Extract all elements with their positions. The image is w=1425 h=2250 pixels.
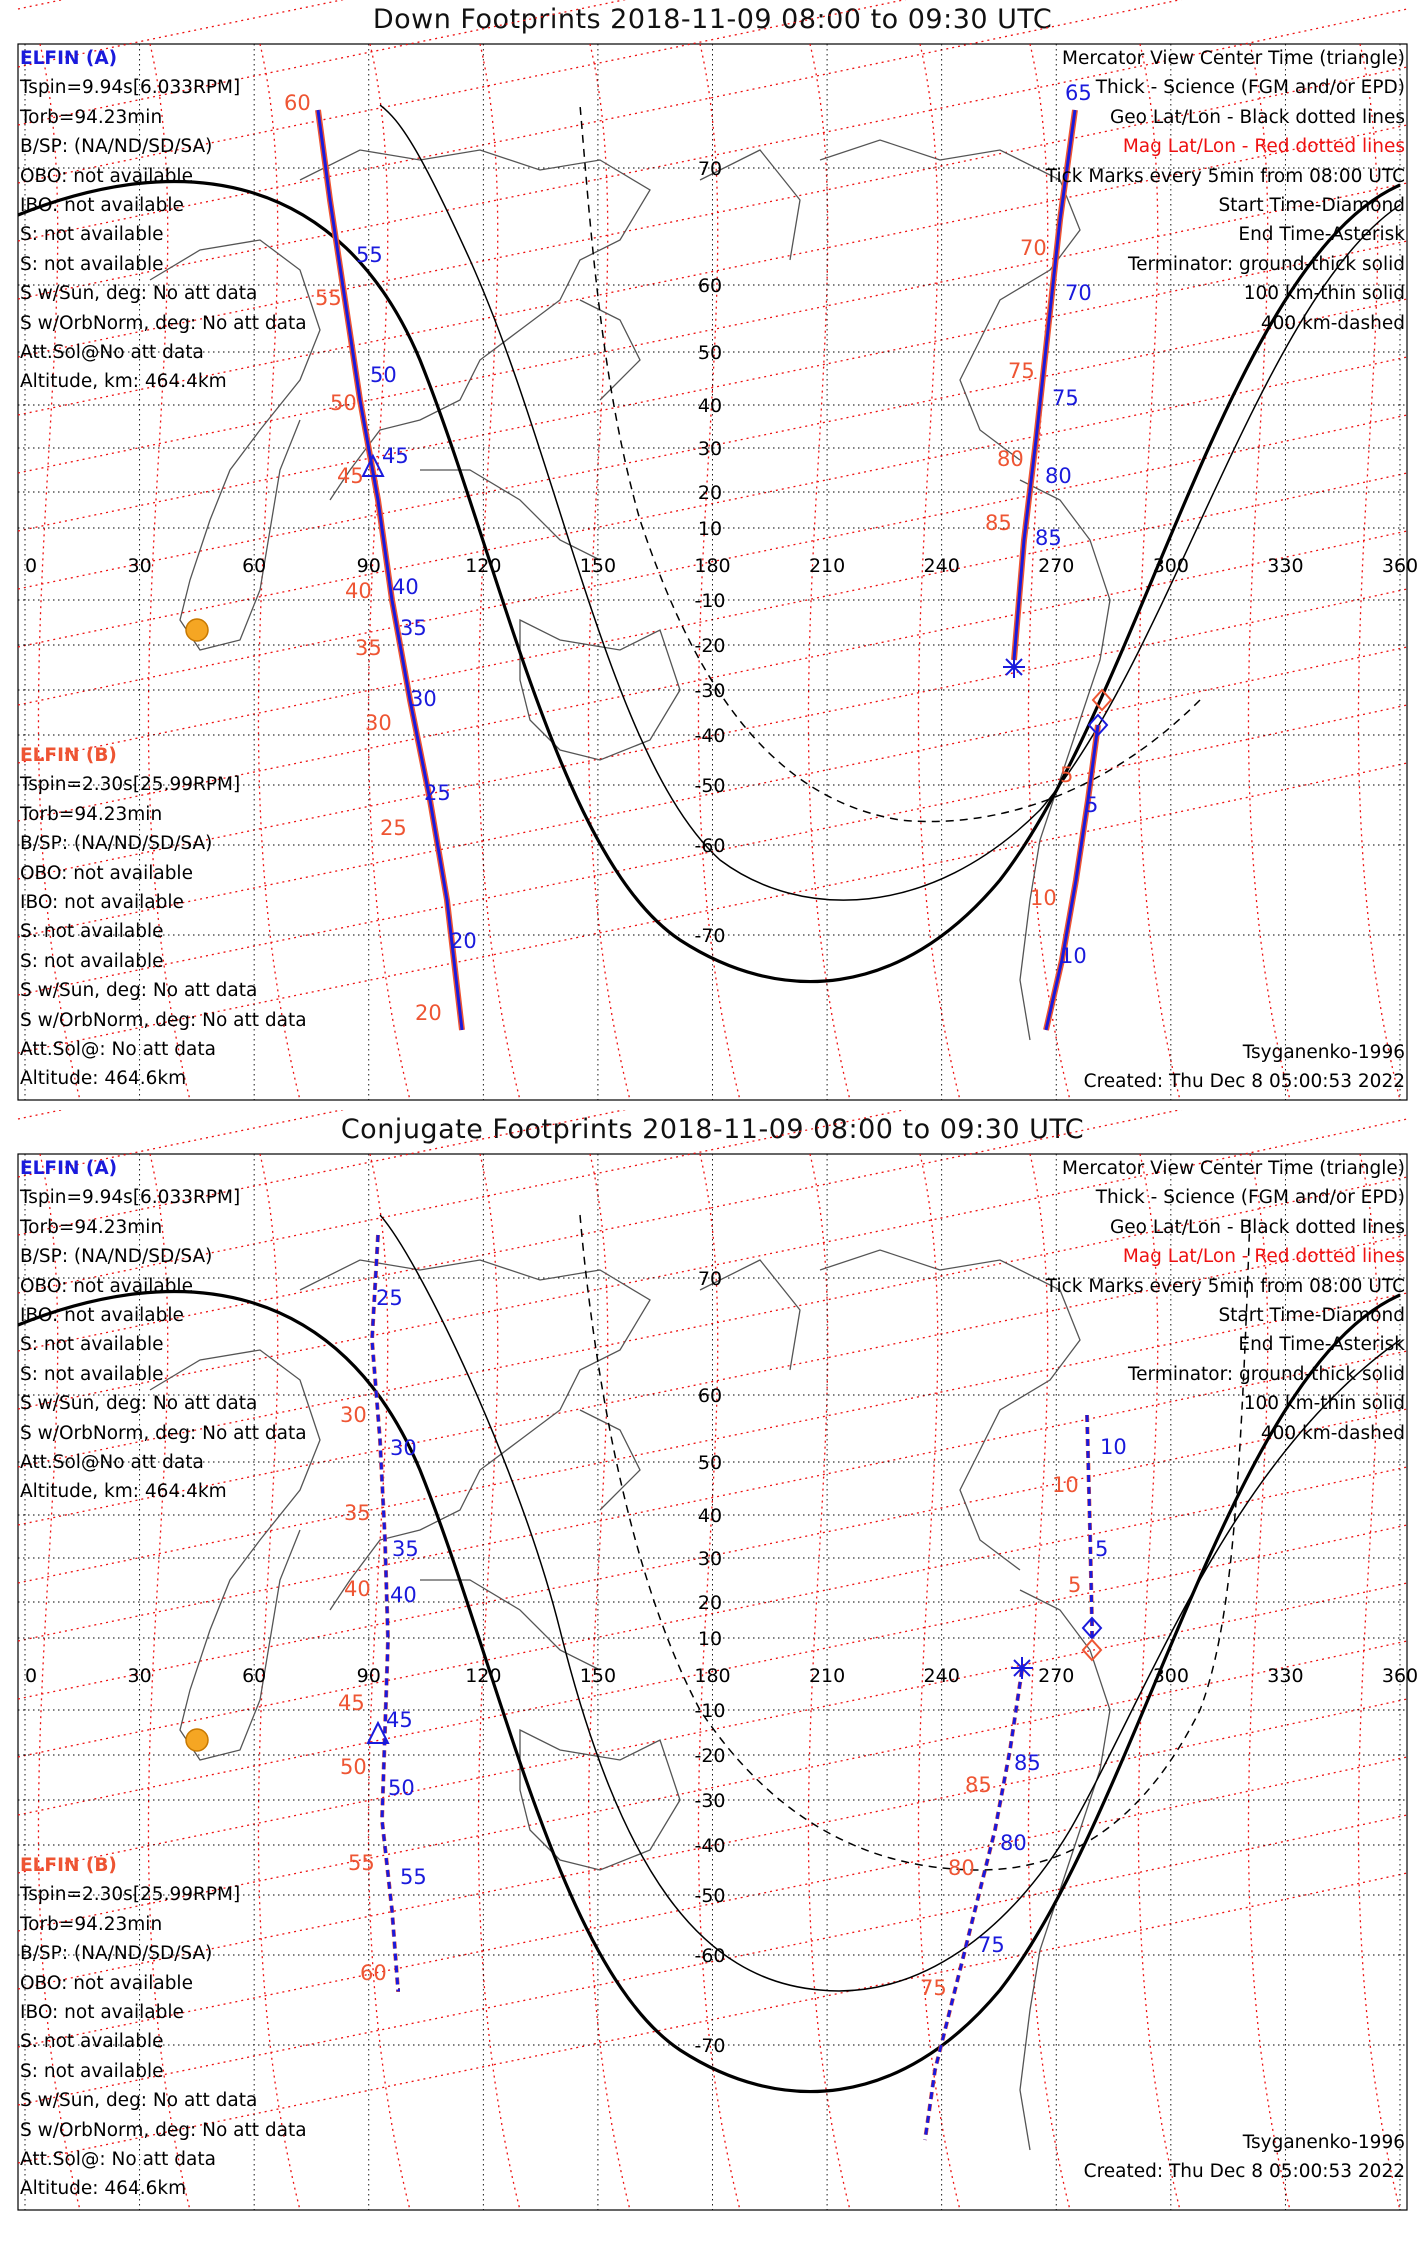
elfin-a-line: IBO: not available [20, 1305, 184, 1327]
track-time-label: 35 [355, 636, 382, 660]
longitude-tick-label: 210 [808, 555, 846, 577]
legend-line: 400 km-dashed [1260, 1422, 1405, 1444]
elfin-b-info [20, 1851, 307, 2204]
elfin-b-info [20, 741, 307, 1094]
longitude-tick-label: 30 [127, 1665, 152, 1687]
latitude-tick-label: -40 [694, 1835, 726, 1857]
elfin-a-line: OBO: not available [20, 1275, 193, 1297]
elfin-b-line: S: not available [20, 2060, 164, 2082]
latitude-tick-label: -10 [694, 1700, 726, 1722]
track-time-label: 50 [370, 363, 397, 387]
elfin-a-line: OBO: not available [20, 165, 193, 187]
elfin-b-line: S w/Sun, deg: No att data [20, 2090, 258, 2112]
track-time-label: 75 [1052, 386, 1079, 410]
longitude-tick-label: 150 [579, 1665, 617, 1687]
coastline [580, 1410, 640, 1510]
elfin-b-line: Altitude: 464.6km [20, 2178, 187, 2200]
longitude-tick-label: 60 [242, 1665, 267, 1687]
elfin-a-line: Altitude, km: 464.4km [20, 1481, 227, 1503]
latitude-tick-label: 60 [697, 1385, 723, 1407]
legend-line: Mercator View Center Time (triangle) [1062, 1158, 1405, 1179]
elfin-a-line: B/SP: (NA/ND/SD/SA) [20, 136, 213, 158]
latitude-tick-label: -50 [694, 1885, 726, 1907]
legend-line: 100 km-thin solid [1243, 283, 1405, 305]
elfin-b-label: ELFIN (B) [20, 745, 117, 766]
elfin-b-line: Att.Sol@: No att data [20, 2149, 216, 2171]
mag-latitude-line [18, 0, 1407, 9]
elfin-a-line: Att.Sol@No att data [20, 342, 204, 364]
latitude-tick-label: -50 [694, 775, 726, 797]
track-time-label: 35 [400, 616, 427, 640]
elfin-a-line: S: not available [20, 1363, 164, 1385]
elfin-a-line: S: not available [20, 253, 164, 275]
elfin-a-info [20, 1154, 307, 1507]
elfin-b-line: S: not available [20, 950, 164, 972]
latitude-tick-label: -30 [694, 1790, 726, 1812]
track-time-label: 45 [338, 1691, 365, 1715]
track-time-label: 45 [386, 1708, 413, 1732]
elfin-b-line: Torb=94.23min [20, 1913, 163, 1935]
track-time-label: 30 [410, 687, 437, 711]
latitude-tick-label: 40 [697, 395, 723, 417]
panel-title: Down Footprints 2018-11-09 08:00 to 09:30 UTC [372, 4, 1053, 35]
latitude-tick-label: -30 [694, 680, 726, 702]
end-time-asterisk-icon [1003, 656, 1025, 678]
elfin-b-line: IBO: not available [20, 892, 184, 914]
longitude-tick-label: 300 [1152, 1665, 1189, 1687]
longitude-tick-label: 180 [694, 1665, 731, 1687]
legend-line: Thick - Science (FGM and/or EPD) [1095, 1187, 1405, 1209]
elfin-a-line: Att.Sol@No att data [20, 1452, 204, 1474]
track-time-label: 25 [380, 816, 407, 840]
track-time-label: 55 [315, 286, 342, 310]
track-time-label: 10 [1030, 886, 1057, 910]
longitude-tick-label: 300 [1152, 555, 1189, 577]
elfin-a-line: Torb=94.23min [20, 106, 163, 128]
track-time-label: 40 [345, 579, 372, 603]
track-time-label: 50 [388, 1776, 415, 1800]
elfin-a-info [20, 44, 307, 397]
elfin-b-line: S w/OrbNorm, deg: No att data [20, 1009, 307, 1031]
legend-line: Start Time-Diamond [1218, 1305, 1405, 1327]
elfin-a-line: S: not available [20, 1334, 164, 1356]
legend-line: Mag Lat/Lon - Red dotted lines [1122, 136, 1405, 158]
track-time-label: 5 [1095, 1537, 1109, 1561]
created-timestamp: Created: Thu Dec 8 05:00:53 2022 [1083, 2161, 1405, 2182]
track-time-label: 50 [330, 391, 357, 415]
latitude-tick-label: 60 [697, 275, 723, 297]
elfin-a-line: S w/Sun, deg: No att data [20, 1393, 258, 1415]
track-time-label: 55 [348, 1851, 375, 1875]
elfin-a-track-north [1087, 1415, 1092, 1640]
longitude-tick-label: 90 [356, 555, 381, 577]
latitude-tick-label: 30 [697, 438, 723, 460]
track-time-label: 30 [365, 711, 392, 735]
elfin-b-line: OBO: not available [20, 862, 193, 884]
elfin-a-line: S w/OrbNorm, deg: No att data [20, 1422, 307, 1444]
latitude-tick-label: -60 [694, 1945, 726, 1967]
elfin-a-track [372, 1235, 400, 1990]
elfin-a-label: ELFIN (A) [20, 1158, 118, 1179]
track-time-label: 85 [965, 1773, 992, 1797]
legend-line: Geo Lat/Lon - Black dotted lines [1109, 106, 1405, 128]
track-time-label: 55 [356, 243, 383, 267]
latitude-tick-label: -20 [694, 1745, 726, 1767]
elfin-b-line: S: not available [20, 921, 164, 943]
elfin-b-line: Tspin=2.30s[25.99RPM] [20, 774, 241, 796]
sun-icon [186, 619, 208, 641]
longitude-tick-label: 240 [923, 555, 960, 577]
track-time-label: 70 [1065, 281, 1092, 305]
legend-line: 100 km-thin solid [1243, 1393, 1405, 1415]
elfin-b-line: Torb=94.23min [20, 803, 163, 825]
track-time-label: 70 [1020, 236, 1047, 260]
created-timestamp: Created: Thu Dec 8 05:00:53 2022 [1083, 1071, 1405, 1092]
conjugate-footprints-panel [0, 1110, 1425, 2235]
track-time-label: 45 [337, 464, 364, 488]
latitude-tick-label: -70 [694, 2035, 726, 2057]
track-time-label: 75 [920, 1976, 947, 2000]
track-time-label: 85 [985, 511, 1012, 535]
latitude-tick-label: 50 [697, 1452, 723, 1474]
track-time-label: 50 [340, 1755, 367, 1779]
longitude-tick-label: 270 [1038, 1665, 1075, 1687]
track-time-label: 75 [978, 1933, 1005, 1957]
elfin-a-line: Altitude, km: 464.4km [20, 371, 227, 393]
longitude-tick-label: 360 [1381, 555, 1419, 577]
longitude-tick-label: 270 [1038, 555, 1075, 577]
track-time-label: 40 [390, 1583, 417, 1607]
elfin-b-track [318, 110, 462, 1030]
legend-line: Mag Lat/Lon - Red dotted lines [1122, 1246, 1405, 1268]
legend-line: Terminator: ground-thick solid [1127, 1363, 1405, 1385]
track-time-label: 85 [1014, 1751, 1041, 1775]
track-time-label: 20 [450, 929, 477, 953]
legend-line: Mercator View Center Time (triangle) [1062, 48, 1405, 69]
track-time-label: 80 [1000, 1831, 1027, 1855]
coastline [820, 1250, 1080, 1570]
longitude-tick-label: 120 [465, 1665, 502, 1687]
longitude-tick-label: 180 [694, 555, 731, 577]
track-time-label: 20 [415, 1001, 442, 1025]
latitude-tick-label: 50 [697, 342, 723, 364]
longitude-tick-label: 210 [808, 1665, 846, 1687]
elfin-b-line: S w/Sun, deg: No att data [20, 980, 258, 1002]
elfin-b-line: B/SP: (NA/ND/SD/SA) [20, 833, 213, 855]
coastline [420, 470, 600, 560]
coastline [420, 1580, 600, 1670]
legend-line: Terminator: ground-thick solid [1127, 253, 1405, 275]
latitude-tick-label: 20 [697, 1592, 723, 1614]
end-time-asterisk-icon [1011, 1657, 1033, 1679]
elfin-b-line: Altitude: 464.6km [20, 1068, 187, 1090]
track-time-label: 65 [1065, 81, 1092, 105]
track-time-label: 5 [1060, 763, 1074, 787]
track-time-label: 25 [424, 781, 451, 805]
track-time-label: 30 [390, 1436, 417, 1460]
track-time-label: 45 [382, 444, 409, 468]
latitude-tick-label: 70 [697, 1268, 723, 1290]
legend-line: Tick Marks every 5min from 08:00 UTC [1045, 1275, 1405, 1297]
elfin-b-line: Tspin=2.30s[25.99RPM] [20, 1884, 241, 1906]
track-time-label: 40 [392, 575, 419, 599]
longitude-tick-label: 360 [1381, 1665, 1419, 1687]
sun-icon [186, 1729, 208, 1751]
latitude-tick-label: 70 [697, 158, 723, 180]
longitude-tick-label: 120 [465, 555, 502, 577]
track-time-label: 10 [1060, 944, 1087, 968]
elfin-b-label: ELFIN (B) [20, 1855, 117, 1876]
legend-line: End Time-Asterisk [1238, 1334, 1405, 1356]
map-legend [1046, 44, 1405, 338]
longitude-tick-label: 330 [1267, 555, 1304, 577]
latitude-tick-label: -70 [694, 925, 726, 947]
longitude-tick-label: 60 [242, 555, 267, 577]
elfin-b-track-south [925, 1670, 1022, 2140]
elfin-b-line: OBO: not available [20, 1972, 193, 1994]
model-credit: Tsyganenko-1996 [1242, 1042, 1405, 1063]
elfin-a-line: IBO: not available [20, 195, 184, 217]
longitude-tick-label: 150 [579, 555, 617, 577]
latitude-tick-label: -10 [694, 590, 726, 612]
track-time-label: 5 [1085, 793, 1099, 817]
elfin-a-line: B/SP: (NA/ND/SD/SA) [20, 1246, 213, 1268]
elfin-b-line: S w/OrbNorm, deg: No att data [20, 2119, 307, 2141]
longitude-tick-label: 0 [24, 555, 38, 577]
track-time-label: 35 [392, 1537, 419, 1561]
track-time-label: 80 [997, 447, 1024, 471]
elfin-a-line: Torb=94.23min [20, 1216, 163, 1238]
latitude-tick-label: 20 [697, 482, 723, 504]
legend-line: Geo Lat/Lon - Black dotted lines [1109, 1216, 1405, 1238]
coastline [580, 300, 640, 400]
elfin-a-line: Tspin=9.94s[6.033RPM] [20, 77, 241, 99]
track-time-label: 60 [360, 1961, 387, 1985]
track-time-label: 40 [344, 1577, 371, 1601]
track-time-label: 80 [948, 1856, 975, 1880]
legend-line: Start Time-Diamond [1218, 195, 1405, 217]
latitude-tick-label: 40 [697, 1505, 723, 1527]
latitude-tick-label: -40 [694, 725, 726, 747]
latitude-tick-label: 10 [697, 1628, 723, 1650]
longitude-tick-label: 90 [356, 1665, 381, 1687]
track-time-label: 80 [1045, 464, 1072, 488]
track-time-label: 85 [1035, 526, 1062, 550]
longitude-tick-label: 330 [1267, 1665, 1304, 1687]
track-time-label: 75 [1008, 359, 1035, 383]
legend-line: End Time-Asterisk [1238, 224, 1405, 246]
elfin-a-label: ELFIN (A) [20, 48, 118, 69]
elfin-b-line: S: not available [20, 2031, 164, 2053]
elfin-a-line: S w/Sun, deg: No att data [20, 283, 258, 305]
track-time-label: 10 [1052, 1473, 1079, 1497]
elfin-b-line: B/SP: (NA/ND/SD/SA) [20, 1943, 213, 1965]
mag-latitude-line [18, 1110, 1407, 1119]
track-time-label: 25 [376, 1286, 403, 1310]
legend-line: Thick - Science (FGM and/or EPD) [1095, 77, 1405, 99]
latitude-tick-label: 30 [697, 1548, 723, 1570]
elfin-a-track-south [925, 1670, 1022, 2140]
map-legend [1046, 1154, 1405, 1448]
elfin-a-line: S: not available [20, 224, 164, 246]
panel-title: Conjugate Footprints 2018-11-09 08:00 to 09:30 UTC [340, 1114, 1085, 1145]
elfin-a-line: Tspin=9.94s[6.033RPM] [20, 1187, 241, 1209]
elfin-a-line: S w/OrbNorm, deg: No att data [20, 312, 307, 334]
elfin-b-line: IBO: not available [20, 2002, 184, 2024]
track-time-label: 5 [1068, 1573, 1082, 1597]
longitude-tick-label: 240 [923, 1665, 960, 1687]
legend-line: 400 km-dashed [1260, 312, 1405, 334]
track-time-label: 10 [1100, 1435, 1127, 1459]
track-time-label: 35 [344, 1501, 371, 1525]
model-credit: Tsyganenko-1996 [1242, 2132, 1405, 2153]
track-time-label: 60 [284, 91, 311, 115]
latitude-tick-label: -60 [694, 835, 726, 857]
latitude-tick-label: 10 [697, 518, 723, 540]
legend-line: Tick Marks every 5min from 08:00 UTC [1045, 165, 1405, 187]
elfin-b-line: Att.Sol@: No att data [20, 1039, 216, 1061]
track-time-label: 30 [340, 1403, 367, 1427]
longitude-tick-label: 30 [127, 555, 152, 577]
latitude-tick-label: -20 [694, 635, 726, 657]
track-time-label: 55 [400, 1865, 427, 1889]
longitude-tick-label: 0 [24, 1665, 38, 1687]
